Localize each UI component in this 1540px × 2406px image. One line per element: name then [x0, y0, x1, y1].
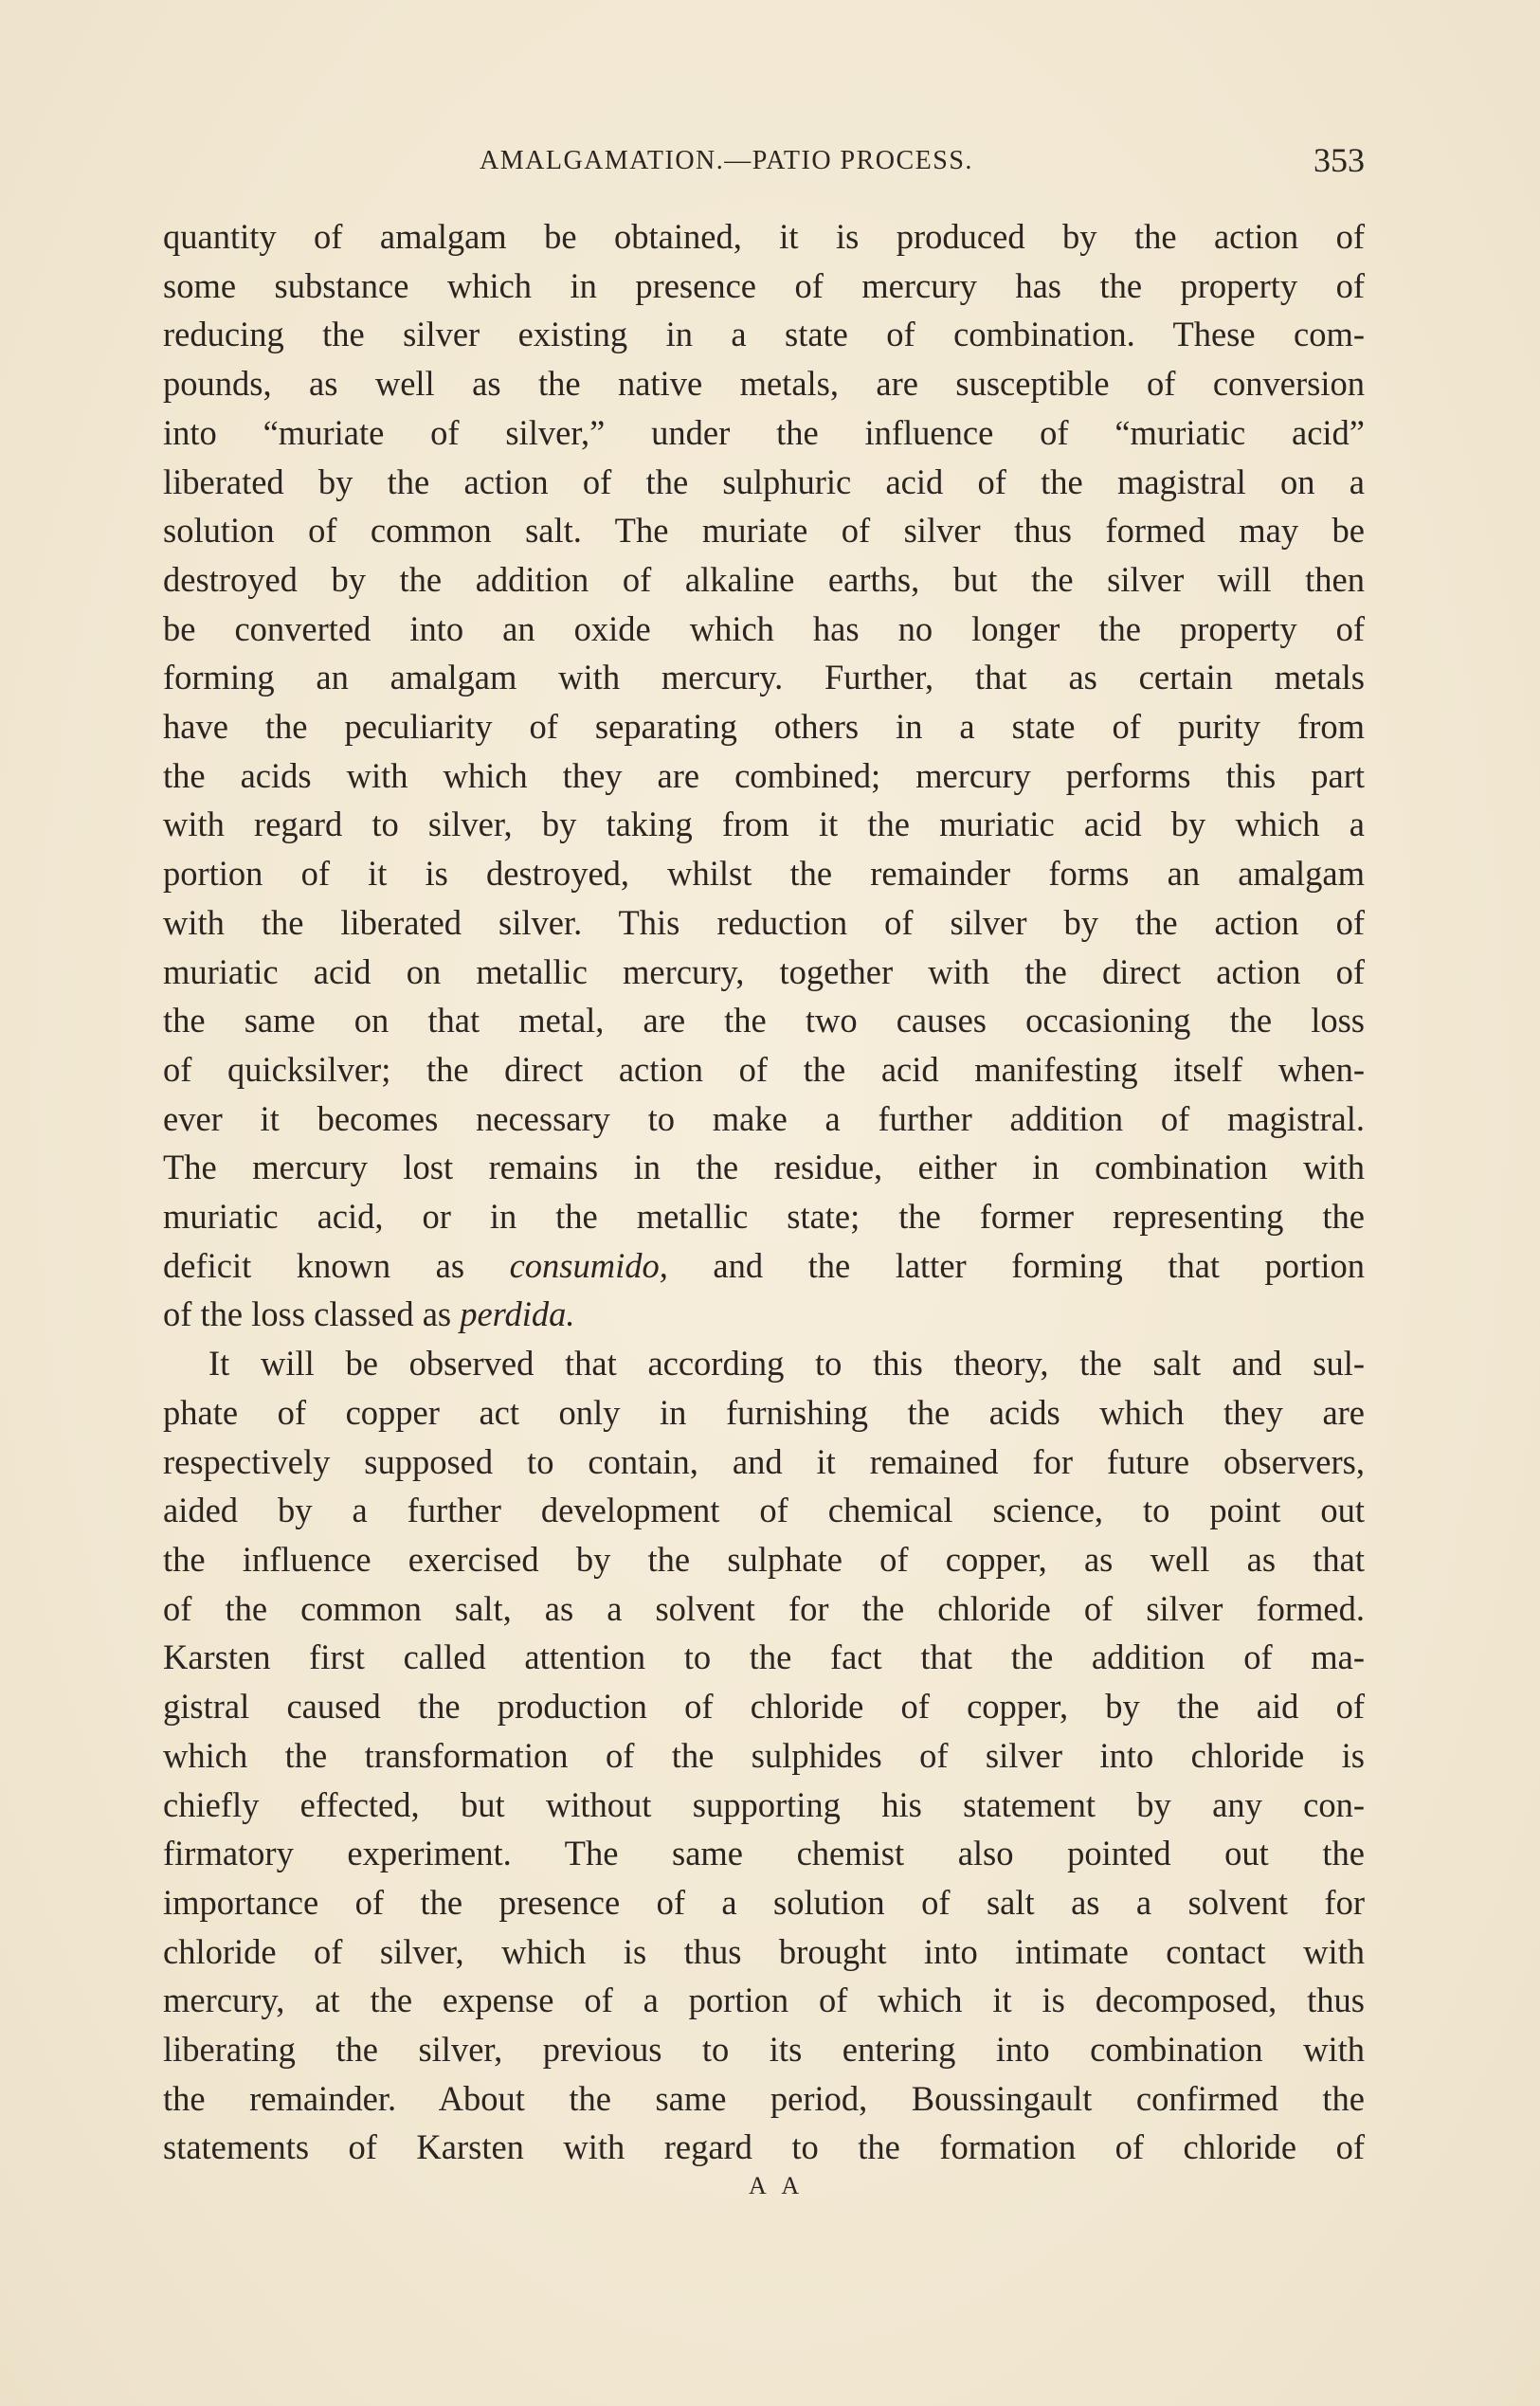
text-line: The mercury lost remains in the residue, either in combination with [163, 1148, 1365, 1187]
text-fragment: and the latter forming that portion [667, 1245, 1365, 1285]
text-line: the acids with which they are combined; mercury performs this part [163, 755, 1365, 795]
italic-term-perdida: perdida. [460, 1294, 575, 1334]
text-line: aided by a further development of chemical science, to point out [163, 1491, 1365, 1530]
page-body [163, 212, 1365, 2172]
page-number: 353 [1314, 141, 1365, 179]
text-line: firmatory experiment. The same chemist also pointed out the [163, 1834, 1365, 1873]
text-line: quantity of amalgam be obtained, it is produced by the action of [163, 217, 1365, 256]
text-line: liberated by the action of the sulphuric acid of the magistral on a [163, 461, 1365, 501]
running-head: AMALGAMATION.—PATIO PROCESS. [480, 146, 973, 175]
text-line: destroyed by the addition of alkaline earths, but the silver will then [163, 559, 1365, 599]
text-line: liberating the silver, previous to its entering into combination with [163, 2030, 1365, 2070]
text-line: statements of Karsten with regard to the formation of chloride of [163, 2127, 1365, 2167]
text-line: some substance which in presence of mercury has the property of [163, 265, 1365, 305]
text-line: chloride of silver, which is thus brought into intimate contact with [163, 1931, 1365, 1971]
text-line: mercury, at the expense of a portion of which it is decomposed, thus [163, 1981, 1365, 2020]
italic-term-consumido: consumido, [509, 1245, 668, 1285]
text-fragment: of the loss classed as [163, 1294, 461, 1334]
text-line: It will be observed that according to this theory, the salt and sul- [208, 1344, 1365, 1384]
text-line: of the common salt, as a solvent for the chloride of silver formed. [163, 1588, 1365, 1628]
text-line: muriatic acid, or in the metallic state; the former representing the [163, 1197, 1365, 1237]
text-line: the same on that metal, are the two causes occasioning the loss [163, 1001, 1365, 1040]
text-line: ever it becomes necessary to make a further addition of magistral. [163, 1098, 1365, 1138]
paragraph-2 [163, 1339, 1365, 2172]
text-line: forming an amalgam with mercury. Further, that as certain metals [163, 658, 1365, 697]
signature-mark: A A [749, 2172, 806, 2199]
text-line: respectively supposed to contain, and it remained for future observers, [163, 1441, 1365, 1481]
text-line: reducing the silver existing in a state of combination. These com- [163, 315, 1365, 354]
paragraph-1 [163, 212, 1365, 1339]
text-line [163, 1241, 1365, 1291]
text-line: the influence exercised by the sulphate of copper, as well as that [163, 1539, 1365, 1579]
page-header [163, 140, 1365, 188]
text-line: solution of common salt. The muriate of silver thus formed may be [163, 511, 1365, 551]
text-line: of quicksilver; the direct action of the acid manifesting itself when- [163, 1049, 1365, 1089]
text-line: chiefly effected, but without supporting his statement by any con- [163, 1784, 1365, 1824]
text-line: into “muriate of silver,” under the influence of “muriatic acid” [163, 412, 1365, 452]
text-line: Karsten first called attention to the fact that the addition of ma- [163, 1637, 1365, 1677]
text-line [163, 1290, 1365, 1339]
text-line: which the transformation of the sulphides of silver into chloride is [163, 1735, 1365, 1775]
text-line: portion of it is destroyed, whilst the remainder forms an amalgam [163, 854, 1365, 894]
text-line: be converted into an oxide which has no longer the property of [163, 608, 1365, 648]
text-line: have the peculiarity of separating others in a state of purity from [163, 707, 1365, 747]
text-line: importance of the presence of a solution of salt as a solvent for [163, 1882, 1365, 1922]
text-fragment: deficit known as [163, 1245, 510, 1285]
text-line: gistral caused the production of chloride of copper, by the aid of [163, 1687, 1365, 1727]
text-line: with regard to silver, by taking from it the muriatic acid by which a [163, 805, 1365, 844]
text-line: the remainder. About the same period, Boussingault confirmed the [163, 2078, 1365, 2118]
text-line: muriatic acid on metallic mercury, together with the direct action of [163, 951, 1365, 991]
text-line: phate of copper act only in furnishing the acids which they are [163, 1392, 1365, 1432]
text-line: with the liberated silver. This reduction of silver by the action of [163, 902, 1365, 942]
text-line: pounds, as well as the native metals, are susceptible of conversion [163, 364, 1365, 404]
